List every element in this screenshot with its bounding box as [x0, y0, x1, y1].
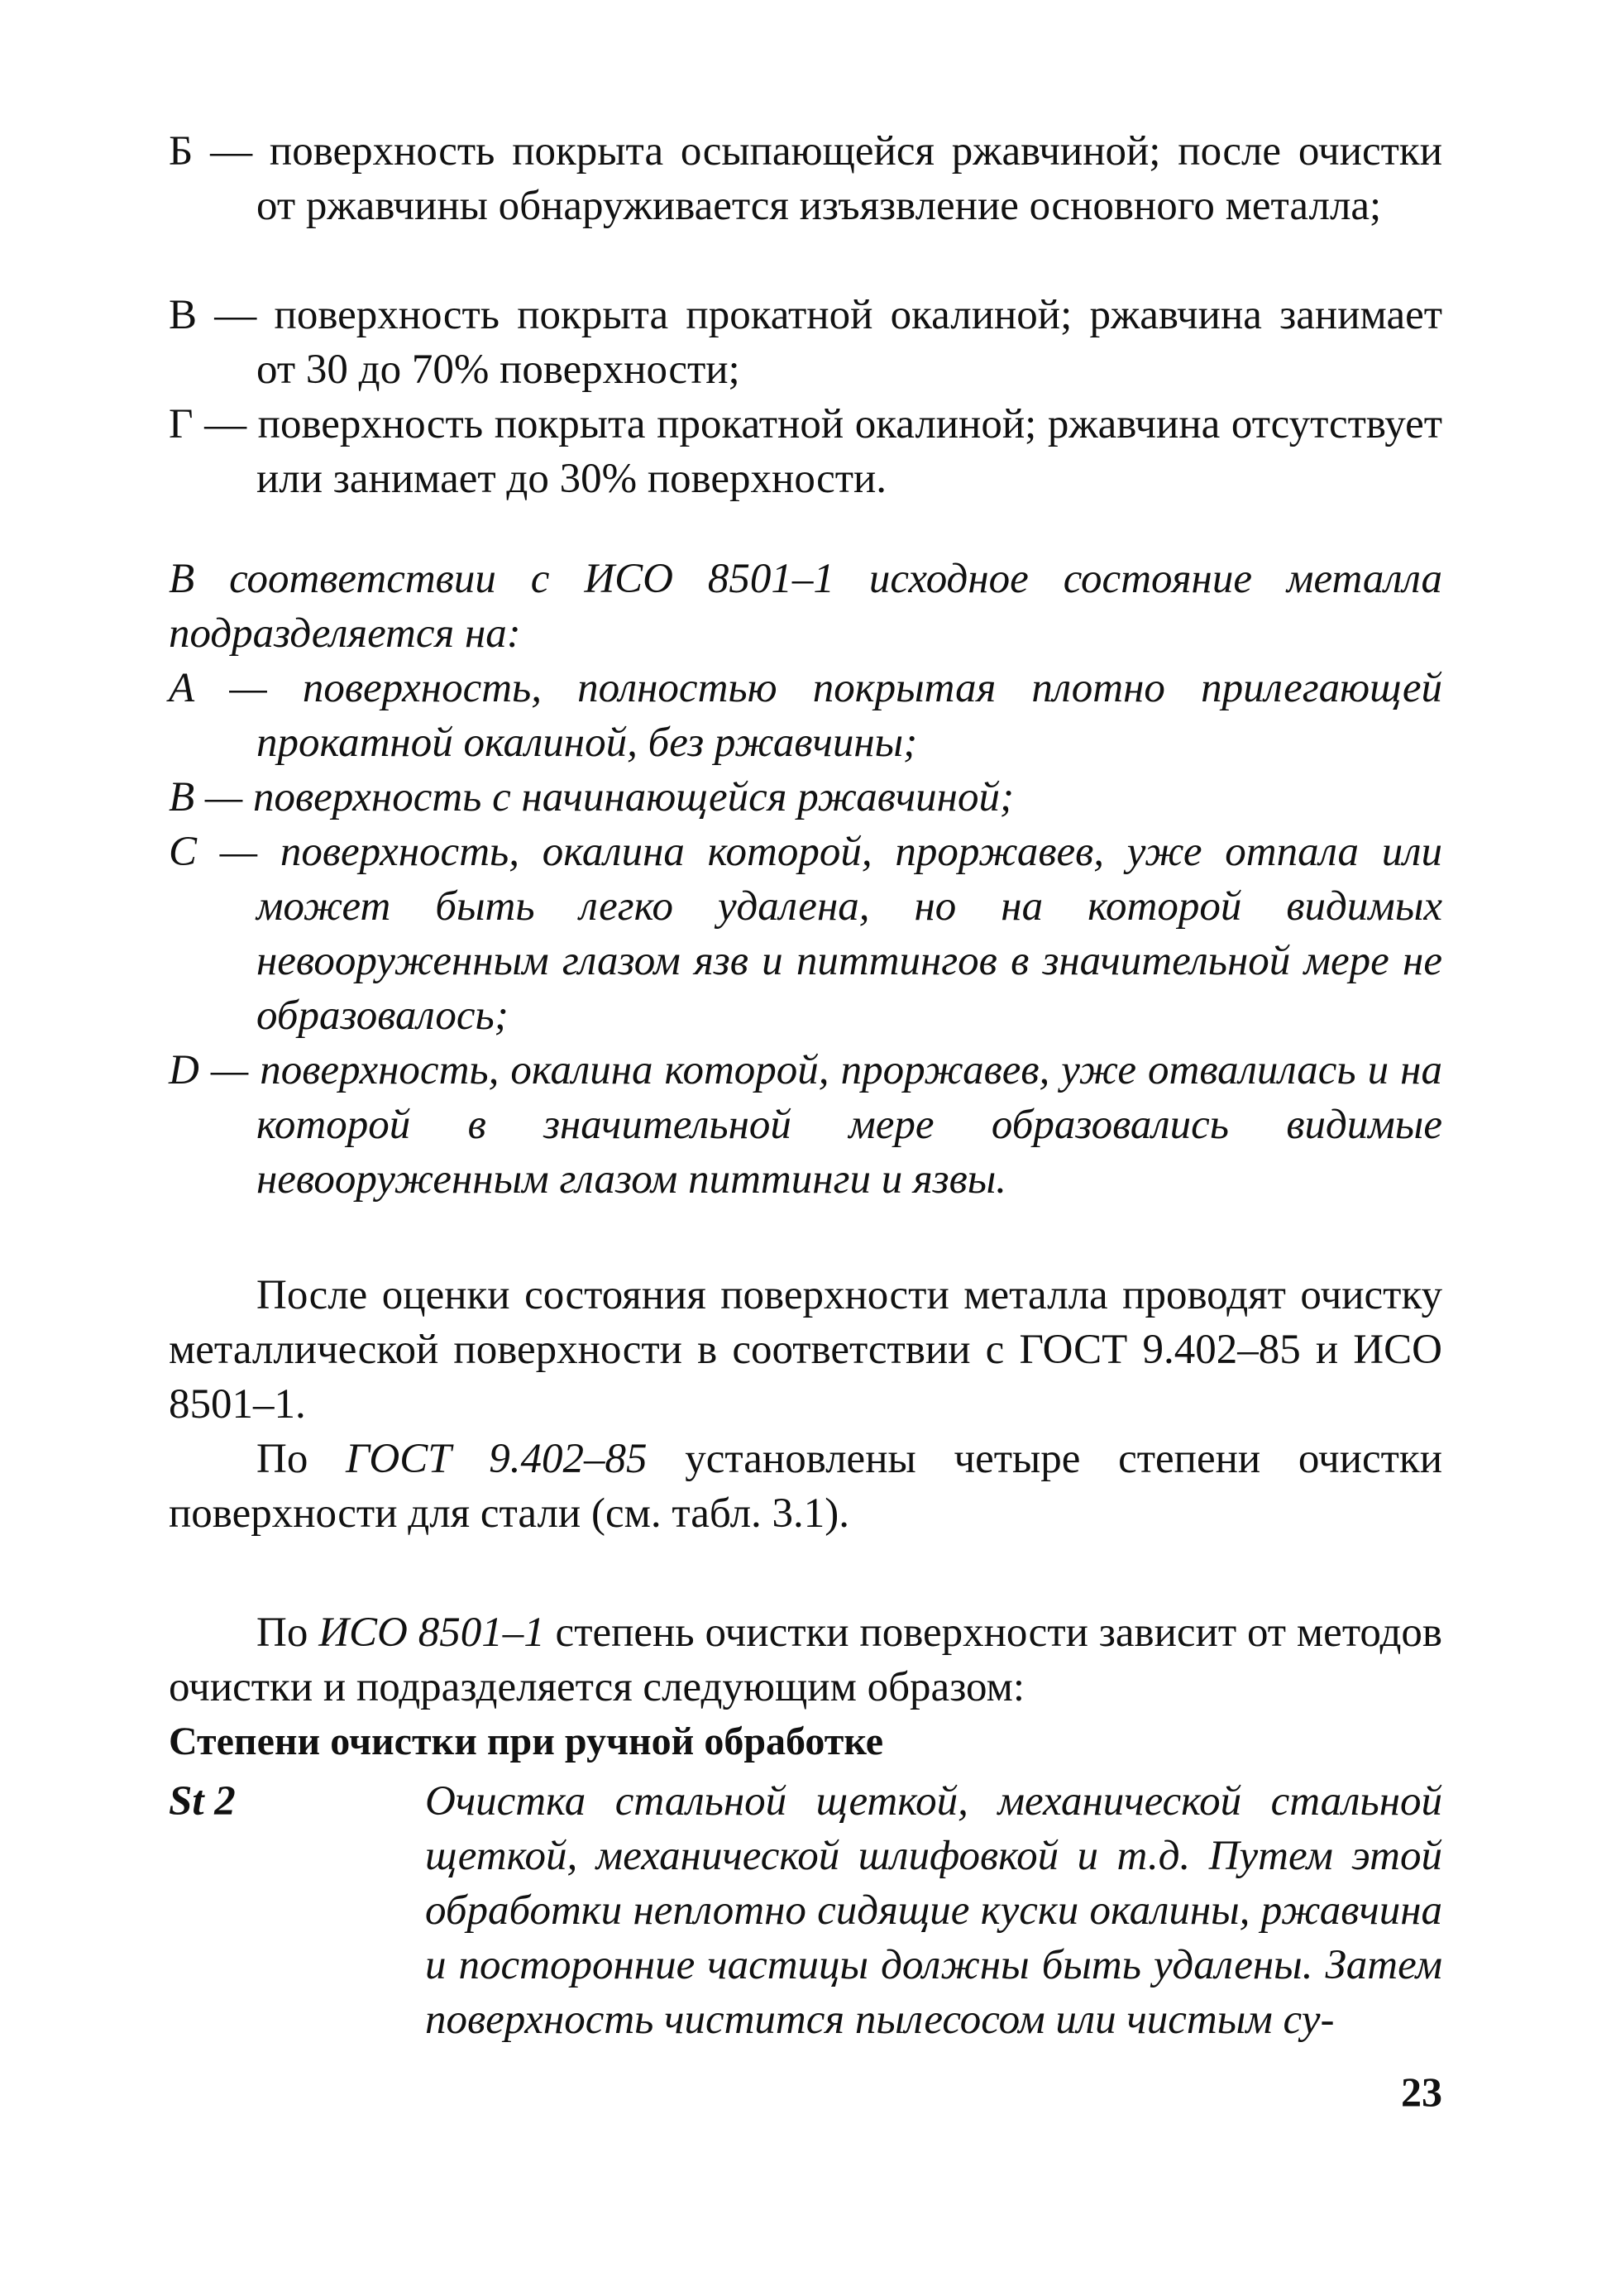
iso-reference: ИСО 8501–1: [318, 1610, 545, 1656]
iso-condition-section: [169, 552, 1442, 1207]
iso-item-c: C — поверхность, окалина которой, проржавев, уже отпала или может быть легко удалена, но на которой видимых невооруженным глазом язв и питтингов в значительной мере не образовалось;: [169, 829, 1442, 1039]
gost-item-b: Б — поверхность покрыта осыпающейся ржавчиной; после очистки от ржавчины обнаруживается изъязвление основного металла;: [169, 128, 1442, 229]
standard-code: St 2: [169, 1778, 236, 1825]
section-heading: Степени очистки при ручной обработке: [169, 1720, 884, 1763]
gost-condition-list: [169, 124, 1442, 506]
gost-item-v: В — поверхность покрыта прокатной окалиной; ржавчина занимает от 30 до 70% поверхности;: [169, 292, 1442, 393]
standard-description: Очистка стальной щеткой, механической стальной щеткой, механической шлифовкой и т.д. Путем этой обработки неплотно сидящие куски окалины, ржавчина и посторонние частицы должны быть удалены. Затем поверхность чистится пылесосом или чистым су-: [425, 1778, 1442, 2043]
iso-item-d: D — поверхность, окалина которой, проржавев, уже отвалилась и на которой в значительной мере образовались видимые невооруженным глазом питтинги и язвы.: [169, 1047, 1442, 1203]
page-number: 23: [1401, 2069, 1442, 2115]
iso-paragraph-prefix: По: [256, 1610, 319, 1656]
gost-reference: ГОСТ 9.402–85: [346, 1436, 648, 1482]
iso-item-a: A — поверхность, полностью покрытая плотно прилегающей прокатной окалиной, без ржавчины;: [169, 665, 1442, 766]
page-body: [169, 124, 1442, 2047]
iso-paragraph: [169, 1605, 1442, 1715]
gost-paragraph: [169, 1432, 1442, 1541]
iso-paragraph-suffix: степень очистки поверхности зависит от методов очистки и подразделяется следующим образом:: [169, 1610, 1442, 1710]
gost-item-g: Г — поверхность покрыта прокатной окалиной; ржавчина отсутствует или занимает до 30% поверхности.: [169, 401, 1442, 502]
iso-item-b: B — поверхность с начинающейся ржавчиной;: [169, 774, 1014, 820]
cleaning-paragraph: После оценки состояния поверхности металла проводят очистку металлической поверхности в соответствии с ГОСТ 9.402–85 и ИСО 8501–1.: [169, 1272, 1442, 1428]
standard-entry: [169, 1774, 1442, 2047]
gost-paragraph-suffix: установлены четыре степени очистки поверхности для стали (см. табл. 3.1).: [169, 1436, 1442, 1537]
gost-paragraph-prefix: По: [256, 1436, 347, 1482]
iso-intro: В соответствии с ИСО 8501–1 исходное состояние металла подразделяется на:: [169, 556, 1442, 657]
